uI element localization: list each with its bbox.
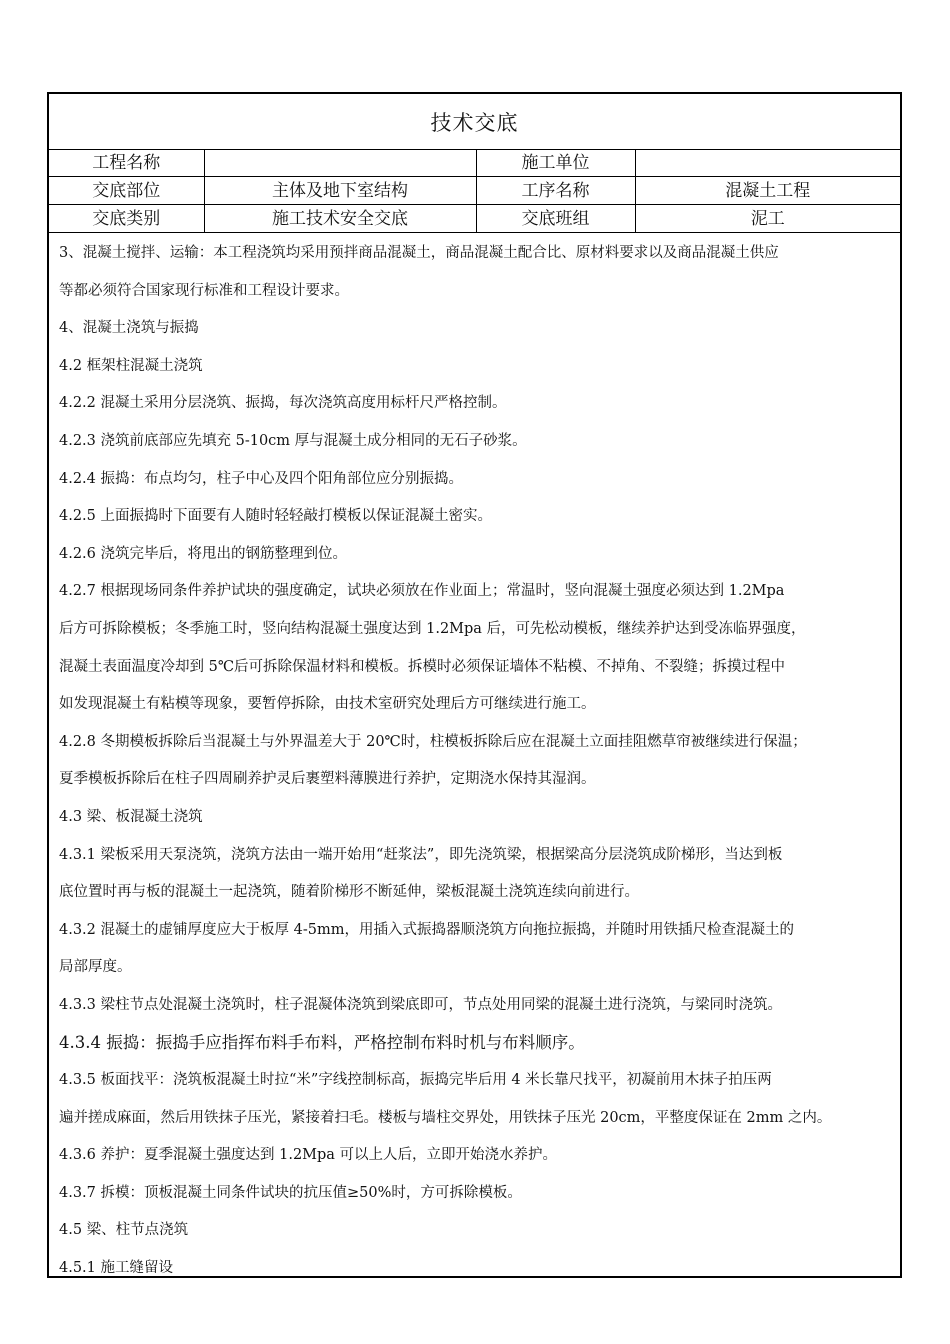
section-heading: 4、混凝土浇筑与振捣 (59, 320, 199, 337)
value-disclosure-category: 施工技术安全交底 (204, 205, 476, 233)
section-heading: 4.2 框架柱混凝土浇筑 (59, 357, 203, 374)
text-line: 4.2.3 浇筑前底部应先填充 5-10cm 厚与混凝土成分相同的无石子砂浆。 (59, 432, 527, 449)
value-project-name (204, 149, 476, 177)
text-line: 4.2.5 上面振捣时下面要有人随时轻轻敲打模板以保证混凝土密实。 (59, 508, 493, 525)
text-line: 后方可拆除模板；冬季施工时，竖向结构混凝土强度达到 1.2Mpa 后，可先松动模板，继续养护达到受冻临界强度， (59, 620, 806, 637)
text-line: 混凝土表面温度冷却到 5℃后可拆除保温材料和模板。拆模时必须保证墙体不粘模、不掉角、不裂缝；拆摸过程中 (59, 658, 786, 675)
text-line: 4.3.5 板面找平：浇筑板混凝土时拉“米”字线控制标高，振捣完毕后用 4 米长靠尺找平，初凝前用木抹子拍压两 (59, 1072, 772, 1089)
text-line: 夏季模板拆除后在柱子四周刷养护灵后裹塑料薄膜进行养护，定期浇水保持其湿润。 (59, 771, 596, 788)
text-line: 4.2.8 冬期模板拆除后当混凝土与外界温差大于 20℃时，柱模板拆除后应在混凝土立面挂阻燃草帘被继续进行保温； (59, 733, 807, 750)
text-line: 等都必须符合国家现行标准和工程设计要求。 (59, 282, 349, 299)
label-disclosure-part: 交底部位 (49, 177, 204, 205)
document-title: 技术交底 (49, 94, 900, 150)
section-heading: 4.3 梁、板混凝土浇筑 (59, 808, 203, 825)
text-line: 4.2.7 根据现场同条件养护试块的强度确定，试块必须放在作业面上；常温时，竖向混凝土强度必须达到 1.2Mpa (59, 583, 785, 600)
section-heading: 4.5 梁、柱节点浇筑 (59, 1222, 189, 1239)
label-process-name: 工序名称 (476, 177, 635, 205)
document-frame (47, 92, 902, 1278)
value-disclosure-team: 泥工 (635, 205, 900, 233)
info-table (49, 149, 900, 233)
label-disclosure-team: 交底班组 (476, 205, 635, 233)
text-line: 4.3.4 振捣：振捣手应指挥布料手布料，严格控制布料时机与布料顺序。 (59, 1033, 585, 1053)
text-line: 4.2.6 浇筑完毕后，将甩出的钢筋整理到位。 (59, 545, 348, 562)
content-body (59, 235, 891, 1288)
text-line: 遍并搓成麻面，然后用铁抹子压光，紧接着扫毛。楼板与墙柱交界处，用铁抹子压光 20cm，平整度保证在 2mm 之内。 (59, 1109, 832, 1126)
label-construction-unit: 施工单位 (476, 149, 635, 177)
text-line: 局部厚度。 (59, 959, 132, 976)
value-process-name: 混凝土工程 (635, 177, 900, 205)
text-line: 4.3.7 拆模：顶板混凝土同条件试块的抗压值≥50%时，方可拆除模板。 (59, 1184, 522, 1201)
text-line: 如发现混凝土有粘模等现象，要暂停拆除，由技术室研究处理后方可继续进行施工。 (59, 696, 596, 713)
label-disclosure-category: 交底类别 (49, 205, 204, 233)
text-line: 底位置时再与板的混凝土一起浇筑，随着阶梯形不断延伸，梁板混凝土浇筑连续向前进行。 (59, 884, 639, 901)
text-line: 4.5.1 施工缝留设 (59, 1260, 174, 1277)
text-line: 4.3.6 养护：夏季混凝土强度达到 1.2Mpa 可以上人后，立即开始浇水养护。 (59, 1147, 558, 1164)
text-line: 4.2.2 混凝土采用分层浇筑、振捣，每次浇筑高度用标杆尺严格控制。 (59, 395, 507, 412)
info-row-project (49, 149, 900, 177)
value-disclosure-part: 主体及地下室结构 (204, 177, 476, 205)
text-line: 4.3.2 混凝土的虚铺厚度应大于板厚 4-5mm，用插入式振捣器顺浇筑方向拖拉振捣，并随时用铁插尺检查混凝土的 (59, 921, 794, 938)
text-line: 4.3.3 梁柱节点处混凝土浇筑时，柱子混凝体浇筑到梁底即可，节点处用同梁的混凝土进行浇筑，与梁同时浇筑。 (59, 996, 782, 1013)
text-line: 3、混凝土搅拌、运输：本工程浇筑均采用预拌商品混凝土，商品混凝土配合比、原材料要求以及商品混凝土供应 (59, 245, 779, 261)
text-line: 4.3.1 梁板采用天泵浇筑，浇筑方法由一端开始用“赶浆法”，即先浇筑梁，根据梁高分层浇筑成阶梯形，当达到板 (59, 846, 783, 863)
value-construction-unit (635, 149, 900, 177)
info-row-category (49, 205, 900, 233)
text-line: 4.2.4 振捣：布点均匀，柱子中心及四个阳角部位应分别振捣。 (59, 470, 464, 487)
label-project-name: 工程名称 (49, 149, 204, 177)
info-row-part (49, 177, 900, 205)
